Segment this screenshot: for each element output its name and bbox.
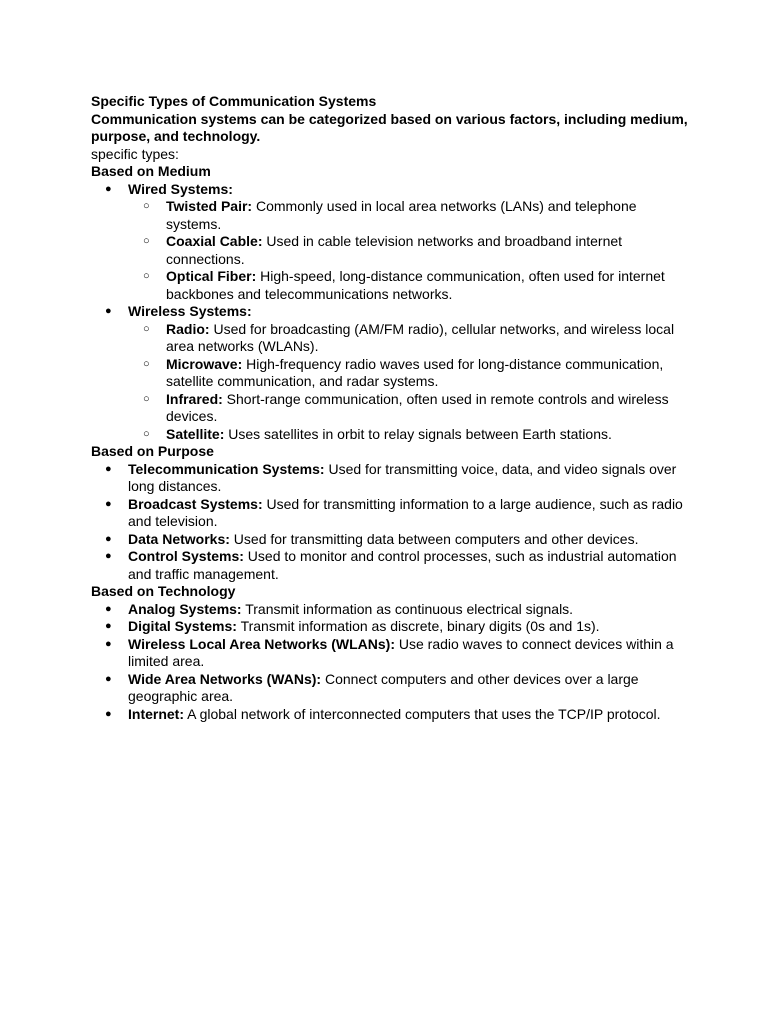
item-name: Data Networks: bbox=[128, 530, 230, 547]
list-item bbox=[91, 461, 691, 496]
item-description: High-speed, long-distance communication, often used for internet backbones and telecommunications networks. bbox=[166, 268, 665, 302]
item-description: High-frequency radio waves used for long-distance communication, satellite communication, and radar systems. bbox=[166, 355, 664, 389]
sub-list-item bbox=[128, 268, 691, 303]
item-name: Internet: bbox=[128, 705, 184, 722]
sub-list-item bbox=[128, 356, 691, 391]
item-name: Microwave: bbox=[166, 355, 243, 372]
item-description: A global network of interconnected computers that uses the TCP/IP protocol. bbox=[184, 705, 661, 722]
list-item bbox=[91, 181, 691, 304]
item-name: Control Systems: bbox=[128, 548, 244, 564]
section-medium bbox=[91, 163, 691, 443]
item-description: Transmit information as continuous electrical signals. bbox=[241, 600, 574, 617]
item-description: Used to monitor and control processes, such as industrial automation and traffic management. bbox=[128, 548, 677, 582]
item-name: Telecommunication Systems: bbox=[128, 460, 325, 477]
item-description: Commonly used in local area networks (LANs) and telephone systems. bbox=[166, 198, 637, 232]
medium-list bbox=[91, 181, 691, 444]
item-description: Uses satellites in orbit to relay signals between Earth stations. bbox=[224, 425, 612, 442]
sub-list-item bbox=[128, 391, 691, 426]
technology-list bbox=[91, 601, 691, 724]
sub-list-item bbox=[128, 321, 691, 356]
item-description: Used for transmitting information to a large audience, such as radio and television. bbox=[128, 495, 683, 529]
item-description: Used for transmitting data between computers and other devices. bbox=[229, 530, 639, 547]
item-name: Twisted Pair: bbox=[166, 198, 253, 214]
item-name: Wireless Local Area Networks (WLANs): bbox=[128, 635, 395, 652]
item-name: Coaxial Cable: bbox=[166, 233, 263, 249]
item-name: Analog Systems: bbox=[128, 600, 242, 617]
item-name: Broadcast Systems: bbox=[128, 495, 263, 512]
item-description: Connect computers and other devices over a large geographic area. bbox=[128, 670, 639, 704]
item-name: Wide Area Networks (WANs): bbox=[128, 670, 322, 687]
item-name: Wired Systems: bbox=[128, 180, 233, 197]
list-item bbox=[91, 601, 691, 619]
section-heading: Based on Technology bbox=[91, 583, 236, 599]
wireless-sublist bbox=[128, 321, 691, 444]
wired-sublist bbox=[128, 198, 691, 303]
list-item bbox=[91, 671, 691, 706]
list-item bbox=[91, 636, 691, 671]
section-technology bbox=[91, 583, 691, 723]
list-item bbox=[91, 618, 691, 636]
list-item bbox=[91, 548, 691, 583]
list-item bbox=[91, 531, 691, 549]
sub-list-item bbox=[128, 426, 691, 444]
item-name: Satellite: bbox=[166, 425, 225, 442]
section-heading: Based on Purpose bbox=[91, 443, 214, 459]
item-description: Short-range communication, often used in remote controls and wireless devices. bbox=[166, 390, 669, 424]
item-description: Used for transmitting voice, data, and video signals over long distances. bbox=[128, 460, 677, 494]
item-name: Digital Systems: bbox=[128, 618, 237, 634]
item-name: Radio: bbox=[166, 320, 210, 337]
document-intro: Communication systems can be categorized based on various factors, including medium, purpose, and technology. bbox=[91, 110, 688, 144]
item-description: Transmit information as discrete, binary digits (0s and 1s). bbox=[236, 618, 600, 634]
item-description: Used in cable television networks and broadband internet connections. bbox=[166, 233, 623, 267]
list-item bbox=[91, 303, 691, 443]
list-item bbox=[91, 496, 691, 531]
purpose-list bbox=[91, 461, 691, 584]
list-item bbox=[91, 706, 691, 724]
item-name: Infrared: bbox=[166, 390, 223, 407]
document-page bbox=[91, 93, 691, 723]
document-title: Specific Types of Communication Systems bbox=[91, 93, 377, 109]
item-name: Optical Fiber: bbox=[166, 268, 257, 284]
item-description: Use radio waves to connect devices within a limited area. bbox=[128, 635, 674, 669]
section-heading: Based on Medium bbox=[91, 163, 211, 179]
item-description: Used for broadcasting (AM/FM radio), cellular networks, and wireless local area networks (WLANs). bbox=[166, 320, 675, 354]
section-purpose bbox=[91, 443, 691, 583]
sub-list-item bbox=[128, 198, 691, 233]
lead-text: specific types: bbox=[91, 145, 179, 162]
item-name: Wireless Systems: bbox=[128, 303, 252, 319]
sub-list-item bbox=[128, 233, 691, 268]
